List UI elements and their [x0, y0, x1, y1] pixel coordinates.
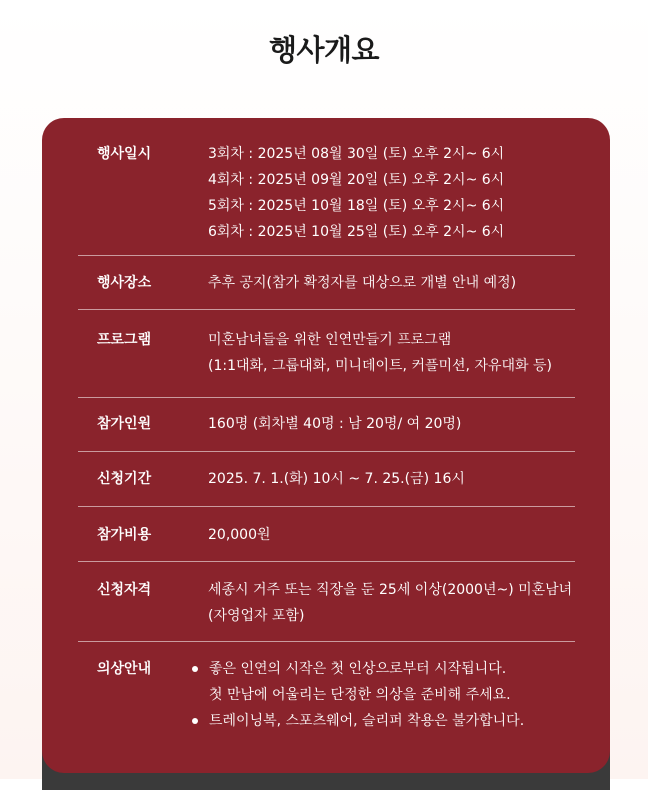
session-4-line: 4회차 : 2025년 09월 20일 (토) 오후 2시~ 6시 [208, 172, 505, 188]
row-value [208, 141, 575, 245]
event-overview-card [42, 118, 610, 773]
row-divider [78, 506, 575, 507]
row-divider [78, 641, 575, 642]
page-title: 행사개요 [268, 33, 380, 67]
dress-code-line: 트레이닝복, 스포츠웨어, 슬리퍼 착용은 불가합니다. [209, 713, 525, 729]
participants-line: 160명 (회차별 40명 : 남 20명/ 여 20명) [208, 416, 462, 432]
eligibility-line: 세종시 거주 또는 직장을 둔 25세 이상(2000년~) 미혼남녀 [208, 582, 573, 598]
row-value [208, 466, 575, 492]
program-line: (1:1대화, 그룹대화, 미니데이트, 커플미션, 자유대화 등) [208, 358, 552, 374]
row-value [208, 577, 575, 629]
row-divider [78, 255, 575, 256]
row-divider [78, 561, 575, 562]
row-value [208, 270, 575, 296]
row-fee [78, 522, 575, 548]
fee-line: 20,000원 [208, 527, 271, 543]
session-6-line: 6회차 : 2025년 10월 25일 (토) 오후 2시~ 6시 [208, 224, 505, 240]
row-participants [78, 411, 575, 437]
venue-line: 추후 공지(참가 확정자를 대상으로 개별 안내 예정) [208, 275, 517, 291]
row-event-datetime [78, 141, 575, 245]
row-dress-code [78, 656, 575, 736]
period-line: 2025. 7. 1.(화) 10시 ~ 7. 25.(금) 16시 [208, 471, 465, 487]
program-line: 미혼남녀들을 위한 인연만들기 프로그램 [208, 332, 452, 348]
row-value [208, 327, 575, 379]
row-divider [78, 451, 575, 452]
row-label: 참가비용 [97, 527, 152, 543]
session-5-line: 5회차 : 2025년 10월 18일 (토) 오후 2시~ 6시 [208, 198, 505, 214]
row-label: 참가인원 [97, 416, 152, 432]
dress-code-line: 첫 만남에 어울리는 단정한 의상을 준비해 주세요. [209, 687, 511, 703]
row-event-venue [78, 270, 575, 296]
row-eligibility [78, 577, 575, 629]
row-label: 프로그램 [97, 332, 152, 348]
row-label: 행사일시 [97, 146, 152, 162]
eligibility-line: (자영업자 포함) [208, 608, 305, 624]
row-divider [78, 309, 575, 310]
dress-code-line: 좋은 인연의 시작은 첫 인상으로부터 시작됩니다. [209, 661, 507, 677]
row-application-period [78, 466, 575, 492]
row-label: 신청기간 [97, 471, 152, 487]
row-program [78, 327, 575, 379]
dress-code-list [192, 656, 524, 734]
session-3-line: 3회차 : 2025년 08월 30일 (토) 오후 2시~ 6시 [208, 146, 505, 162]
row-divider [78, 397, 575, 398]
row-value [208, 522, 575, 548]
row-label: 의상안내 [97, 661, 152, 677]
row-value [208, 411, 575, 437]
row-label: 행사장소 [97, 275, 152, 291]
list-item [192, 708, 524, 734]
list-item [192, 656, 524, 708]
row-label: 신청자격 [97, 582, 152, 598]
